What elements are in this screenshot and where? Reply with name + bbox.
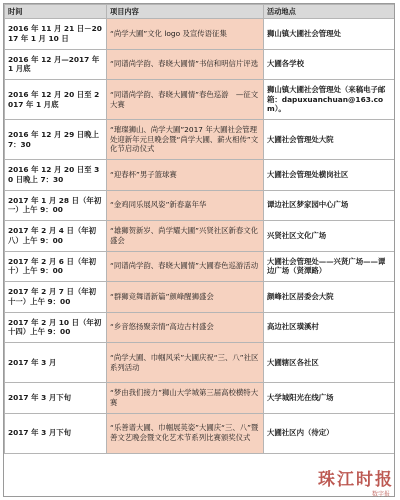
row-content: “同谱尚学韵、春晓大圃情”春色巡游 —征文大赛 (107, 80, 264, 120)
schedule-sheet (3, 3, 395, 497)
row-date: 2017 年 2 月 10 日（年初十四）上午 9：00 (5, 312, 107, 343)
row-date: 2016 年 12 月 20 日至 2017 年 1 月底 (5, 80, 107, 120)
row-place: 大学城阳光在线广场 (264, 383, 395, 414)
row-date: 2017 年 2 月 4 日（年初八）上午 9：00 (5, 221, 107, 252)
row-place: 大圃辖区各社区 (264, 343, 395, 383)
row-date: 2017 年 3 月下旬 (5, 383, 107, 414)
table-row (5, 190, 395, 221)
row-place: 兴贤社区文化广场 (264, 221, 395, 252)
table-row (5, 343, 395, 383)
header-place: 活动地点 (264, 5, 395, 19)
row-content: “同谱尚学韵、春晓大圃情”书信和明信片评选 (107, 49, 264, 80)
row-place: 大圃社会管理处大院 (264, 120, 395, 160)
table-row (5, 120, 395, 160)
schedule-table (4, 4, 395, 454)
table-row (5, 312, 395, 343)
row-content: “尚学大圃、巾帼风采”大圃庆祝“三、八”社区系列活动 (107, 343, 264, 383)
row-content: “群狮竞舞谱新篇”颜峰醒狮盛会 (107, 282, 264, 313)
row-date: 2017 年 3 月 (5, 343, 107, 383)
row-place: 高边社区璜溪村 (264, 312, 395, 343)
newspaper-watermark: 珠江时报 (318, 470, 394, 490)
table-row (5, 282, 395, 313)
row-content: “金鸡同乐展风姿”新春嘉年华 (107, 190, 264, 221)
row-place: 大圃社会管理处横岗社区 (264, 160, 395, 191)
row-content: “梦由我们接力”狮山大学城第三届高校横特大赛 (107, 383, 264, 414)
table-row (5, 221, 395, 252)
row-date: 2017 年 2 月 6 日（年初十）上午 9：00 (5, 251, 107, 282)
row-content: “迎春杯”男子篮球赛 (107, 160, 264, 191)
row-content: “璀璨狮山、尚学大圃”2017 年大圃社会管理处迎新年元旦晚会暨“尚学大圃、薪火相传”文化节启动仪式 (107, 120, 264, 160)
header-content: 项目内容 (107, 5, 264, 19)
row-date: 2016 年 12 月 20 日至 30 日晚上 7：30 (5, 160, 107, 191)
newspaper-watermark-sub: 数字报 (371, 491, 390, 498)
row-date: 2017 年 2 月 7 日（年初十一）上午 9：00 (5, 282, 107, 313)
row-content: “同谱尚学韵、春晓大圃情”大圃春色巡游活动 (107, 251, 264, 282)
row-place: 颜峰社区居委会大院 (264, 282, 395, 313)
row-content: “乡音悠扬聚亲情”高边古村盛会 (107, 312, 264, 343)
row-place: 大圃社会管理处——兴贤广场——谭边广场（贤潭路） (264, 251, 395, 282)
row-content: “尚学大圃”文化 logo 及宣传语征集 (107, 19, 264, 50)
table-row (5, 251, 395, 282)
table-row (5, 160, 395, 191)
row-date: 2017 年 3 月下旬 (5, 413, 107, 453)
row-place: 谭边社区梦家园中心广场 (264, 190, 395, 221)
row-date: 2016 年 11 月 21 日－2017 年 1 月 10 日 (5, 19, 107, 50)
row-place: 大圃社区内（待定） (264, 413, 395, 453)
row-place: 大圃各学校 (264, 49, 395, 80)
table-row (5, 19, 395, 50)
table-row (5, 383, 395, 414)
table-header-row (5, 5, 395, 19)
row-content: “乐善谱大圃、巾帼展英姿”大圃庆“三、八”暨善文艺晚会暨文化艺术节系列比赛颁奖仪式 (107, 413, 264, 453)
row-date: 2017 年 1 月 28 日（年初一）上午 9：00 (5, 190, 107, 221)
row-date: 2016 年 12 月 29 日晚上 7：30 (5, 120, 107, 160)
row-content: “雄狮贺新岁、尚学耀大圃”兴贤社区新春文化盛会 (107, 221, 264, 252)
row-date: 2016 年 12 月—2017 年 1 月底 (5, 49, 107, 80)
row-place: 狮山镇大圃社会管理处（来稿电子邮箱：dapuxuanchuan@163.com）。 (264, 80, 395, 120)
table-row (5, 413, 395, 453)
table-row (5, 80, 395, 120)
row-place: 狮山镇大圃社会管理处 (264, 19, 395, 50)
header-time: 时间 (5, 5, 107, 19)
table-row (5, 49, 395, 80)
